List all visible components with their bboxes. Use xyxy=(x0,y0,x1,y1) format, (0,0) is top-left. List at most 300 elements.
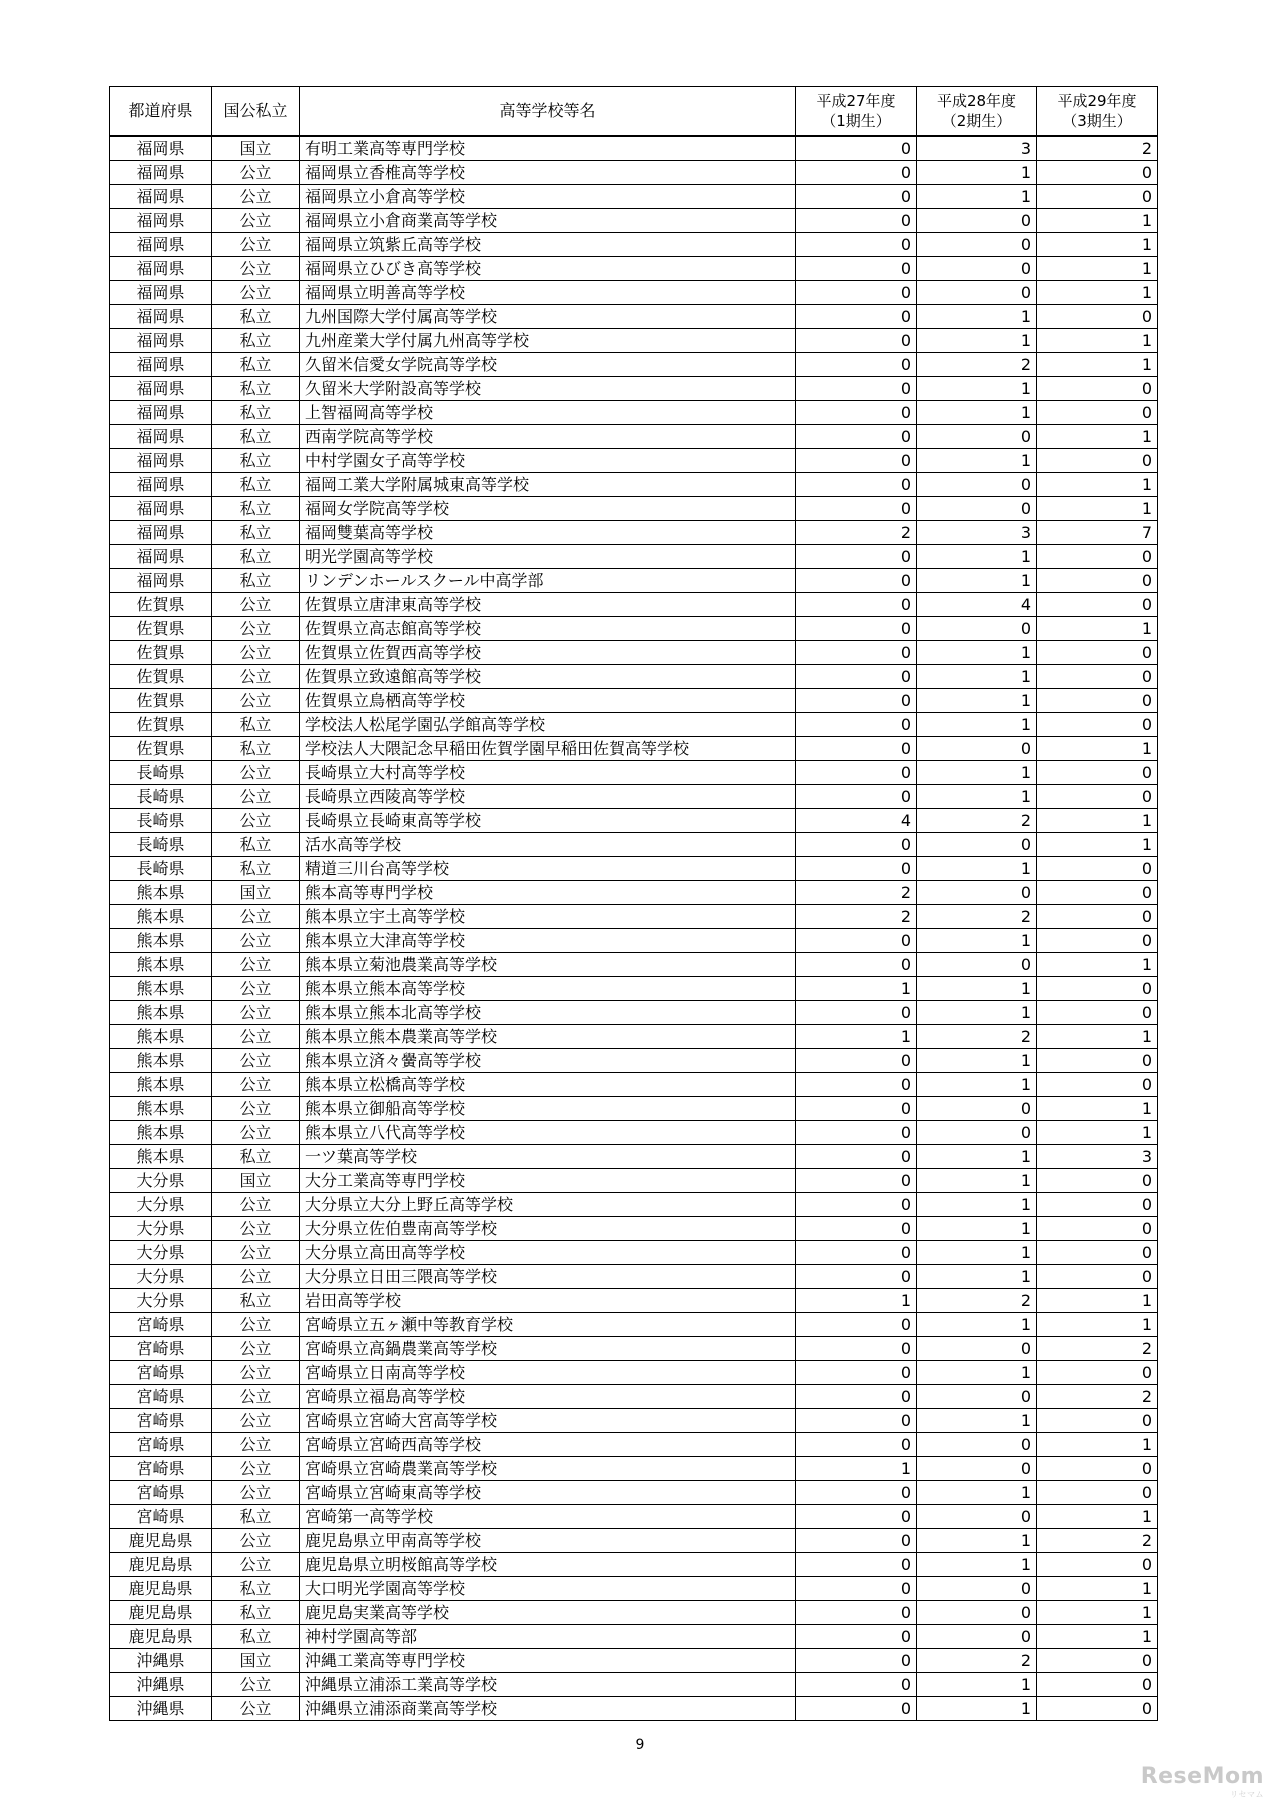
cell-h28: 1 xyxy=(917,329,1037,353)
cell-prefecture: 福岡県 xyxy=(110,185,212,209)
cell-school-name: 熊本県立済々黌高等学校 xyxy=(300,1049,796,1073)
cell-h27: 0 xyxy=(796,1529,917,1553)
cell-h27: 0 xyxy=(796,377,917,401)
cell-prefecture: 鹿児島県 xyxy=(110,1553,212,1577)
table-row xyxy=(110,1529,1158,1553)
table-row xyxy=(110,1481,1158,1505)
cell-h28: 1 xyxy=(917,1193,1037,1217)
table-row xyxy=(110,1601,1158,1625)
cell-type: 私立 xyxy=(212,1577,300,1601)
cell-type: 公立 xyxy=(212,1433,300,1457)
cell-h28: 0 xyxy=(917,833,1037,857)
cell-type: 私立 xyxy=(212,833,300,857)
cell-h28: 2 xyxy=(917,1289,1037,1313)
cell-prefecture: 熊本県 xyxy=(110,977,212,1001)
cell-prefecture: 福岡県 xyxy=(110,281,212,305)
table-row xyxy=(110,497,1158,521)
cell-h28: 1 xyxy=(917,1145,1037,1169)
cell-h29: 0 xyxy=(1037,1049,1158,1073)
cell-prefecture: 佐賀県 xyxy=(110,593,212,617)
cell-h29: 0 xyxy=(1037,1217,1158,1241)
cell-h27: 1 xyxy=(796,1025,917,1049)
cell-school-name: 明光学園高等学校 xyxy=(300,545,796,569)
header-school: 高等学校等名 xyxy=(300,87,796,137)
watermark-logo xyxy=(1141,1764,1264,1800)
table-row xyxy=(110,545,1158,569)
cell-h29: 0 xyxy=(1037,161,1158,185)
cell-h28: 1 xyxy=(917,377,1037,401)
cell-h28: 0 xyxy=(917,425,1037,449)
table-row xyxy=(110,977,1158,1001)
cell-h27: 0 xyxy=(796,1193,917,1217)
cell-h27: 0 xyxy=(796,953,917,977)
table-row xyxy=(110,1001,1158,1025)
cell-h29: 0 xyxy=(1037,1169,1158,1193)
cell-school-name: 佐賀県立鳥栖高等学校 xyxy=(300,689,796,713)
cell-type: 公立 xyxy=(212,929,300,953)
cell-h28: 0 xyxy=(917,1577,1037,1601)
cell-h27: 0 xyxy=(796,545,917,569)
cell-h29: 0 xyxy=(1037,1649,1158,1673)
cell-h28: 1 xyxy=(917,713,1037,737)
cell-h29: 1 xyxy=(1037,1121,1158,1145)
table-row xyxy=(110,1025,1158,1049)
cell-school-name: 岩田高等学校 xyxy=(300,1289,796,1313)
cell-prefecture: 福岡県 xyxy=(110,353,212,377)
cell-prefecture: 長崎県 xyxy=(110,785,212,809)
cell-prefecture: 福岡県 xyxy=(110,497,212,521)
cell-school-name: 大分県立佐伯豊南高等学校 xyxy=(300,1217,796,1241)
cell-prefecture: 福岡県 xyxy=(110,136,212,161)
cell-h27: 0 xyxy=(796,833,917,857)
cell-h27: 0 xyxy=(796,1505,917,1529)
cell-school-name: 大分県立大分上野丘高等学校 xyxy=(300,1193,796,1217)
cell-h29: 0 xyxy=(1037,1241,1158,1265)
cell-h27: 0 xyxy=(796,353,917,377)
cell-h28: 0 xyxy=(917,209,1037,233)
cell-school-name: 佐賀県立致遠館高等学校 xyxy=(300,665,796,689)
cell-type: 私立 xyxy=(212,425,300,449)
cell-h27: 0 xyxy=(796,785,917,809)
cell-h28: 0 xyxy=(917,1601,1037,1625)
cell-h28: 1 xyxy=(917,761,1037,785)
cell-h29: 0 xyxy=(1037,1481,1158,1505)
cell-prefecture: 福岡県 xyxy=(110,473,212,497)
cell-school-name: 有明工業高等専門学校 xyxy=(300,136,796,161)
cell-h27: 0 xyxy=(796,1481,917,1505)
cell-h29: 1 xyxy=(1037,953,1158,977)
cell-prefecture: 福岡県 xyxy=(110,545,212,569)
cell-school-name: 久留米信愛女学院高等学校 xyxy=(300,353,796,377)
cell-type: 公立 xyxy=(212,257,300,281)
cell-prefecture: 熊本県 xyxy=(110,881,212,905)
cell-h27: 0 xyxy=(796,257,917,281)
cell-h29: 0 xyxy=(1037,1073,1158,1097)
cell-h28: 0 xyxy=(917,473,1037,497)
cell-h29: 1 xyxy=(1037,233,1158,257)
cell-h29: 1 xyxy=(1037,425,1158,449)
cell-school-name: 中村学園女子高等学校 xyxy=(300,449,796,473)
table-row xyxy=(110,569,1158,593)
cell-h28: 1 xyxy=(917,929,1037,953)
cell-h27: 0 xyxy=(796,641,917,665)
cell-prefecture: 沖縄県 xyxy=(110,1697,212,1721)
table-row xyxy=(110,665,1158,689)
cell-h29: 0 xyxy=(1037,1001,1158,1025)
cell-h29: 3 xyxy=(1037,1145,1158,1169)
cell-h28: 1 xyxy=(917,1265,1037,1289)
cell-school-name: 沖縄県立浦添商業高等学校 xyxy=(300,1697,796,1721)
cell-prefecture: 熊本県 xyxy=(110,1073,212,1097)
cell-h27: 0 xyxy=(796,617,917,641)
header-h28 xyxy=(917,87,1037,137)
cell-h28: 1 xyxy=(917,689,1037,713)
table-row xyxy=(110,1505,1158,1529)
cell-h27: 0 xyxy=(796,1337,917,1361)
cell-h27: 0 xyxy=(796,473,917,497)
cell-prefecture: 熊本県 xyxy=(110,1049,212,1073)
table-body xyxy=(110,136,1158,1721)
cell-type: 私立 xyxy=(212,473,300,497)
cell-school-name: 精道三川台高等学校 xyxy=(300,857,796,881)
cell-type: 公立 xyxy=(212,1337,300,1361)
cell-h28: 1 xyxy=(917,977,1037,1001)
table-row xyxy=(110,1649,1158,1673)
cell-type: 公立 xyxy=(212,761,300,785)
cell-prefecture: 大分県 xyxy=(110,1265,212,1289)
cell-type: 私立 xyxy=(212,377,300,401)
cell-h28: 3 xyxy=(917,521,1037,545)
cell-h29: 0 xyxy=(1037,1193,1158,1217)
cell-h27: 0 xyxy=(796,929,917,953)
cell-school-name: リンデンホールスクール中高学部 xyxy=(300,569,796,593)
cell-h28: 1 xyxy=(917,545,1037,569)
cell-h27: 1 xyxy=(796,1457,917,1481)
cell-h28: 0 xyxy=(917,1385,1037,1409)
cell-type: 公立 xyxy=(212,1385,300,1409)
cell-school-name: 宮崎第一高等学校 xyxy=(300,1505,796,1529)
cell-type: 公立 xyxy=(212,1001,300,1025)
cell-type: 私立 xyxy=(212,449,300,473)
cell-h27: 0 xyxy=(796,1697,917,1721)
school-count-table xyxy=(109,86,1158,1721)
cell-h27: 0 xyxy=(796,1625,917,1649)
cell-h28: 0 xyxy=(917,1457,1037,1481)
cell-type: 公立 xyxy=(212,1049,300,1073)
cell-prefecture: 福岡県 xyxy=(110,401,212,425)
cell-h28: 1 xyxy=(917,1001,1037,1025)
cell-h28: 1 xyxy=(917,1553,1037,1577)
table-row xyxy=(110,1289,1158,1313)
cell-type: 公立 xyxy=(212,689,300,713)
cell-prefecture: 鹿児島県 xyxy=(110,1625,212,1649)
cell-h28: 1 xyxy=(917,641,1037,665)
cell-h29: 0 xyxy=(1037,1673,1158,1697)
cell-h28: 0 xyxy=(917,233,1037,257)
cell-h27: 4 xyxy=(796,809,917,833)
cell-prefecture: 福岡県 xyxy=(110,377,212,401)
table-row xyxy=(110,521,1158,545)
cell-school-name: 佐賀県立佐賀西高等学校 xyxy=(300,641,796,665)
cell-h27: 0 xyxy=(796,1433,917,1457)
table-row xyxy=(110,233,1158,257)
cell-h28: 0 xyxy=(917,1625,1037,1649)
cell-h29: 0 xyxy=(1037,881,1158,905)
cell-h28: 1 xyxy=(917,665,1037,689)
cell-h29: 0 xyxy=(1037,641,1158,665)
table-row xyxy=(110,1097,1158,1121)
cell-type: 私立 xyxy=(212,857,300,881)
cell-h27: 0 xyxy=(796,761,917,785)
cell-prefecture: 宮崎県 xyxy=(110,1457,212,1481)
cell-school-name: 宮崎県立宮崎西高等学校 xyxy=(300,1433,796,1457)
header-h29-year: 平成29年度 xyxy=(1057,92,1137,110)
cell-h29: 0 xyxy=(1037,905,1158,929)
table-row xyxy=(110,689,1158,713)
cell-type: 私立 xyxy=(212,713,300,737)
cell-school-name: 活水高等学校 xyxy=(300,833,796,857)
table-row xyxy=(110,1409,1158,1433)
cell-h27: 0 xyxy=(796,1241,917,1265)
cell-type: 私立 xyxy=(212,401,300,425)
watermark-subtext: リセマム xyxy=(1230,1790,1264,1799)
cell-h27: 1 xyxy=(796,977,917,1001)
cell-school-name: 学校法人大隈記念早稲田佐賀学園早稲田佐賀高等学校 xyxy=(300,737,796,761)
cell-type: 私立 xyxy=(212,569,300,593)
table-row xyxy=(110,833,1158,857)
cell-school-name: 熊本県立菊池農業高等学校 xyxy=(300,953,796,977)
table-row xyxy=(110,425,1158,449)
table-row xyxy=(110,953,1158,977)
cell-h29: 0 xyxy=(1037,665,1158,689)
cell-prefecture: 大分県 xyxy=(110,1241,212,1265)
cell-type: 私立 xyxy=(212,1625,300,1649)
cell-prefecture: 宮崎県 xyxy=(110,1361,212,1385)
cell-h29: 0 xyxy=(1037,545,1158,569)
cell-h29: 0 xyxy=(1037,785,1158,809)
cell-h29: 1 xyxy=(1037,353,1158,377)
table-row xyxy=(110,713,1158,737)
cell-type: 公立 xyxy=(212,809,300,833)
cell-h28: 2 xyxy=(917,353,1037,377)
header-h27 xyxy=(796,87,917,137)
cell-h29: 1 xyxy=(1037,473,1158,497)
cell-type: 公立 xyxy=(212,617,300,641)
cell-prefecture: 熊本県 xyxy=(110,905,212,929)
cell-h27: 0 xyxy=(796,1169,917,1193)
cell-type: 公立 xyxy=(212,1481,300,1505)
cell-h27: 2 xyxy=(796,881,917,905)
cell-type: 公立 xyxy=(212,209,300,233)
cell-school-name: 鹿児島実業高等学校 xyxy=(300,1601,796,1625)
cell-h28: 1 xyxy=(917,305,1037,329)
cell-type: 私立 xyxy=(212,1601,300,1625)
cell-h28: 1 xyxy=(917,1361,1037,1385)
table-row xyxy=(110,1145,1158,1169)
cell-type: 国立 xyxy=(212,1649,300,1673)
cell-type: 公立 xyxy=(212,1217,300,1241)
cell-school-name: 宮崎県立宮崎農業高等学校 xyxy=(300,1457,796,1481)
cell-h29: 0 xyxy=(1037,1265,1158,1289)
table-row xyxy=(110,401,1158,425)
cell-prefecture: 熊本県 xyxy=(110,929,212,953)
table-row xyxy=(110,1169,1158,1193)
cell-h28: 0 xyxy=(917,1097,1037,1121)
cell-type: 公立 xyxy=(212,1241,300,1265)
cell-school-name: 宮崎県立五ヶ瀬中等教育学校 xyxy=(300,1313,796,1337)
cell-h29: 0 xyxy=(1037,305,1158,329)
cell-h29: 0 xyxy=(1037,401,1158,425)
cell-h28: 0 xyxy=(917,257,1037,281)
cell-h28: 4 xyxy=(917,593,1037,617)
cell-h29: 1 xyxy=(1037,497,1158,521)
cell-type: 公立 xyxy=(212,1121,300,1145)
cell-h27: 0 xyxy=(796,1145,917,1169)
cell-h27: 0 xyxy=(796,1673,917,1697)
cell-prefecture: 鹿児島県 xyxy=(110,1577,212,1601)
table-row xyxy=(110,761,1158,785)
cell-type: 公立 xyxy=(212,665,300,689)
table-row xyxy=(110,185,1158,209)
cell-prefecture: 沖縄県 xyxy=(110,1649,212,1673)
cell-h29: 0 xyxy=(1037,1457,1158,1481)
cell-h27: 0 xyxy=(796,1409,917,1433)
header-h27-cohort: （1期生） xyxy=(821,112,891,130)
cell-h28: 1 xyxy=(917,857,1037,881)
cell-h28: 1 xyxy=(917,1049,1037,1073)
cell-type: 公立 xyxy=(212,1409,300,1433)
cell-h29: 0 xyxy=(1037,1697,1158,1721)
cell-h29: 1 xyxy=(1037,1505,1158,1529)
cell-h28: 2 xyxy=(917,1649,1037,1673)
cell-school-name: 西南学院高等学校 xyxy=(300,425,796,449)
cell-school-name: 熊本高等専門学校 xyxy=(300,881,796,905)
cell-h27: 0 xyxy=(796,1265,917,1289)
cell-prefecture: 福岡県 xyxy=(110,425,212,449)
cell-h27: 0 xyxy=(796,305,917,329)
cell-prefecture: 宮崎県 xyxy=(110,1433,212,1457)
cell-school-name: 大口明光学園高等学校 xyxy=(300,1577,796,1601)
table-row xyxy=(110,785,1158,809)
cell-h29: 0 xyxy=(1037,977,1158,1001)
table-row xyxy=(110,905,1158,929)
cell-prefecture: 福岡県 xyxy=(110,257,212,281)
cell-type: 公立 xyxy=(212,185,300,209)
table-row xyxy=(110,737,1158,761)
table-row xyxy=(110,1361,1158,1385)
table-row xyxy=(110,329,1158,353)
cell-h27: 0 xyxy=(796,233,917,257)
cell-h29: 1 xyxy=(1037,1625,1158,1649)
cell-prefecture: 福岡県 xyxy=(110,521,212,545)
cell-h28: 1 xyxy=(917,1481,1037,1505)
cell-h28: 0 xyxy=(917,1505,1037,1529)
cell-h29: 0 xyxy=(1037,857,1158,881)
cell-type: 公立 xyxy=(212,785,300,809)
table-row xyxy=(110,305,1158,329)
table-row xyxy=(110,1673,1158,1697)
cell-school-name: 神村学園高等部 xyxy=(300,1625,796,1649)
cell-h27: 0 xyxy=(796,1385,917,1409)
cell-h28: 2 xyxy=(917,1025,1037,1049)
cell-h29: 0 xyxy=(1037,593,1158,617)
cell-prefecture: 熊本県 xyxy=(110,1145,212,1169)
header-h28-year: 平成28年度 xyxy=(936,92,1017,110)
cell-prefecture: 宮崎県 xyxy=(110,1505,212,1529)
cell-school-name: 福岡県立小倉商業高等学校 xyxy=(300,209,796,233)
cell-school-name: 佐賀県立高志館高等学校 xyxy=(300,617,796,641)
table-row xyxy=(110,377,1158,401)
table-row xyxy=(110,1625,1158,1649)
table-row xyxy=(110,1313,1158,1337)
cell-school-name: 熊本県立熊本高等学校 xyxy=(300,977,796,1001)
table-row xyxy=(110,1577,1158,1601)
cell-h27: 0 xyxy=(796,1121,917,1145)
cell-h27: 0 xyxy=(796,1361,917,1385)
cell-school-name: 上智福岡高等学校 xyxy=(300,401,796,425)
cell-h29: 0 xyxy=(1037,713,1158,737)
table-row xyxy=(110,617,1158,641)
cell-h29: 0 xyxy=(1037,569,1158,593)
cell-school-name: 学校法人松尾学園弘学館高等学校 xyxy=(300,713,796,737)
cell-prefecture: 福岡県 xyxy=(110,329,212,353)
table-row xyxy=(110,1193,1158,1217)
cell-type: 公立 xyxy=(212,1313,300,1337)
cell-type: 私立 xyxy=(212,329,300,353)
cell-school-name: 長崎県立大村高等学校 xyxy=(300,761,796,785)
cell-prefecture: 大分県 xyxy=(110,1169,212,1193)
cell-prefecture: 佐賀県 xyxy=(110,617,212,641)
cell-type: 公立 xyxy=(212,1673,300,1697)
cell-school-name: 鹿児島県立甲南高等学校 xyxy=(300,1529,796,1553)
cell-h28: 1 xyxy=(917,1529,1037,1553)
cell-h28: 2 xyxy=(917,905,1037,929)
cell-type: 国立 xyxy=(212,881,300,905)
table-row xyxy=(110,1121,1158,1145)
cell-prefecture: 熊本県 xyxy=(110,1025,212,1049)
cell-school-name: 宮崎県立宮崎東高等学校 xyxy=(300,1481,796,1505)
cell-prefecture: 宮崎県 xyxy=(110,1409,212,1433)
table-row xyxy=(110,1049,1158,1073)
table-row xyxy=(110,209,1158,233)
cell-h27: 0 xyxy=(796,497,917,521)
cell-h28: 1 xyxy=(917,1073,1037,1097)
cell-school-name: 福岡工業大学附属城東高等学校 xyxy=(300,473,796,497)
cell-h27: 0 xyxy=(796,329,917,353)
cell-h29: 2 xyxy=(1037,136,1158,161)
cell-h29: 1 xyxy=(1037,833,1158,857)
cell-h27: 0 xyxy=(796,1577,917,1601)
cell-h28: 1 xyxy=(917,569,1037,593)
page-number: 9 xyxy=(635,1737,645,1753)
cell-h28: 0 xyxy=(917,497,1037,521)
table-row xyxy=(110,449,1158,473)
cell-h27: 0 xyxy=(796,689,917,713)
cell-school-name: 佐賀県立唐津東高等学校 xyxy=(300,593,796,617)
cell-type: 公立 xyxy=(212,1265,300,1289)
cell-h29: 0 xyxy=(1037,377,1158,401)
cell-h29: 0 xyxy=(1037,689,1158,713)
cell-type: 公立 xyxy=(212,977,300,1001)
cell-h29: 0 xyxy=(1037,929,1158,953)
cell-school-name: 久留米大学附設高等学校 xyxy=(300,377,796,401)
cell-prefecture: 熊本県 xyxy=(110,953,212,977)
cell-type: 私立 xyxy=(212,1505,300,1529)
cell-h28: 0 xyxy=(917,281,1037,305)
cell-h27: 0 xyxy=(796,401,917,425)
cell-type: 私立 xyxy=(212,545,300,569)
cell-h28: 1 xyxy=(917,1217,1037,1241)
